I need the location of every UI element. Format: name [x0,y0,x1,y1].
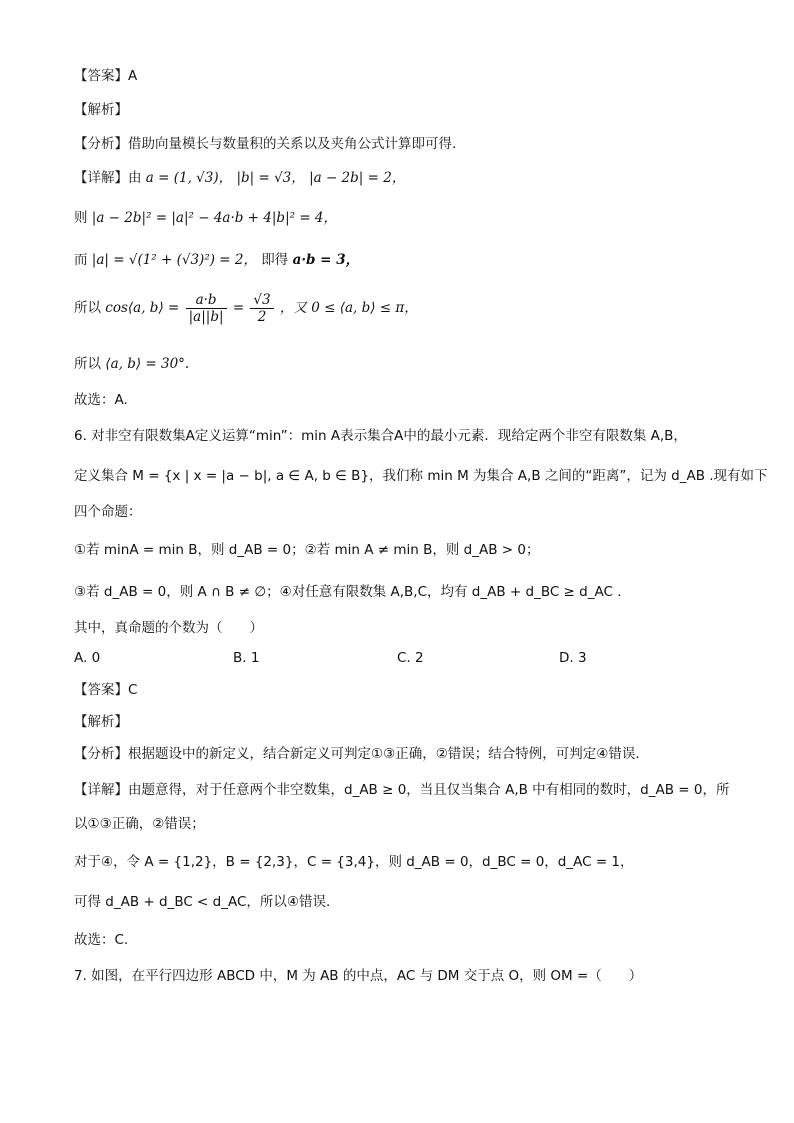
q6-detail-line4: 可得 d_AB + d_BC < d_AC，所以④错误. [74,894,331,910]
line4-prefix: 所以 [74,300,101,316]
detail-tag: 【详解】 [74,170,128,186]
given-prefix: 由 [128,170,142,186]
q6-stem-line2: 定义集合 M = {x | x = |a − b|, a ∈ A, b ∈ B}，我们称 min M 为集合 A,B 之间的“距离”，记为 d_AB .现有如下 [74,468,768,484]
q6-choose: 故选：C. [74,932,129,948]
q5-fenxi: 【分析】借助向量模长与数量积的关系以及夹角公式计算即可得. [74,136,457,152]
q6-proposition-1-2: ①若 minA = min B，则 d_AB = 0；②若 min A ≠ min B，则 d_AB > 0； [74,542,540,558]
cos-denominator: |a||b| [188,308,224,325]
given-diff: |a − 2b| = 2， [309,170,406,186]
q5-detail-line4 [74,290,418,326]
q6-option-a: A. 0 [74,650,101,666]
q6-question: 其中，真命题的个数为（ ） [74,620,263,636]
q6-fenxi: 【分析】根据题设中的新定义，结合新定义可判定①③正确，②错误；结合特例，可判定④错误. [74,746,640,762]
q5-detail-line1 [74,168,405,188]
q6-option-d: D. 3 [559,650,587,666]
q6-option-b: B. 1 [233,650,260,666]
q5-answer-line [74,66,137,86]
q6-analysis-tag: 【解析】 [74,714,128,730]
line3-equation: |a| = √(1² + (√3)²) = 2， [91,252,257,268]
q5-detail-line2 [74,208,337,228]
line3-mid: 即得 [261,252,289,268]
q6-proposition-3-4: ③若 d_AB = 0，则 A ∩ B ≠ ∅；④对任意有限数集 A,B,C，均有 d_AB + d_BC ≥ d_AC . [74,584,622,600]
q5-detail-line5 [74,354,189,374]
q6-answer-line [74,680,137,700]
line3-prefix: 而 [74,252,88,268]
q6-detail-line3: 对于④，令 A = {1,2}，B = {2,3}，C = {3,4}，则 d_AB = 0，d_BC = 0，d_AC = 1， [74,854,634,870]
answer-value: C [128,682,138,698]
line2-equation: |a − 2b|² = |a|² − 4a·b + 4|b|² = 4， [91,210,338,226]
cos-numerator: a·b [186,292,227,309]
line2-prefix: 则 [74,210,88,226]
q6-stem-line1: 6. 对非空有限数集A定义运算“min”：min A表示集合A中的最小元素．现给定两个非空有限数集 A,B， [74,428,687,444]
q6-detail-line2: 以①③正确，②错误； [74,816,205,832]
line4-cos: cos⟨a, b⟩ = [105,300,180,316]
value-denominator: 2 [257,308,267,325]
line5-equation: ⟨a, b⟩ = 30°. [105,356,190,372]
q7-stem: 7. 如图，在平行四边形 ABCD 中，M 为 AB 的中点，AC 与 DM 交于点 O，则 OM =（ ） [74,968,643,984]
q5-choose: 故选：A. [74,392,128,408]
q5-analysis-tag: 【解析】 [74,102,128,118]
answer-tag: 【答案】 [74,682,128,698]
answer-value: A [128,68,138,84]
value-fraction [250,292,273,325]
line4-tail: ，又 0 ≤ ⟨a, b⟩ ≤ π， [279,300,418,316]
line3-result: a·b = 3， [292,252,360,268]
cos-fraction [186,292,227,325]
q5-detail-line3 [74,250,359,270]
q6-option-c: C. 2 [397,650,424,666]
q6-stem-line3: 四个命题： [74,504,142,520]
given-b: |b| = √3， [236,170,305,186]
answer-tag: 【答案】 [74,68,128,84]
q6-detail-line1: 【详解】由题意得，对于任意两个非空数集，d_AB ≥ 0，当且仅当集合 A,B 中有相同的数时，d_AB = 0，所 [74,782,730,798]
line4-equals: = [232,300,245,316]
value-numerator: √3 [250,292,273,309]
given-a: a = (1, √3)， [145,170,233,186]
line5-prefix: 所以 [74,356,101,372]
